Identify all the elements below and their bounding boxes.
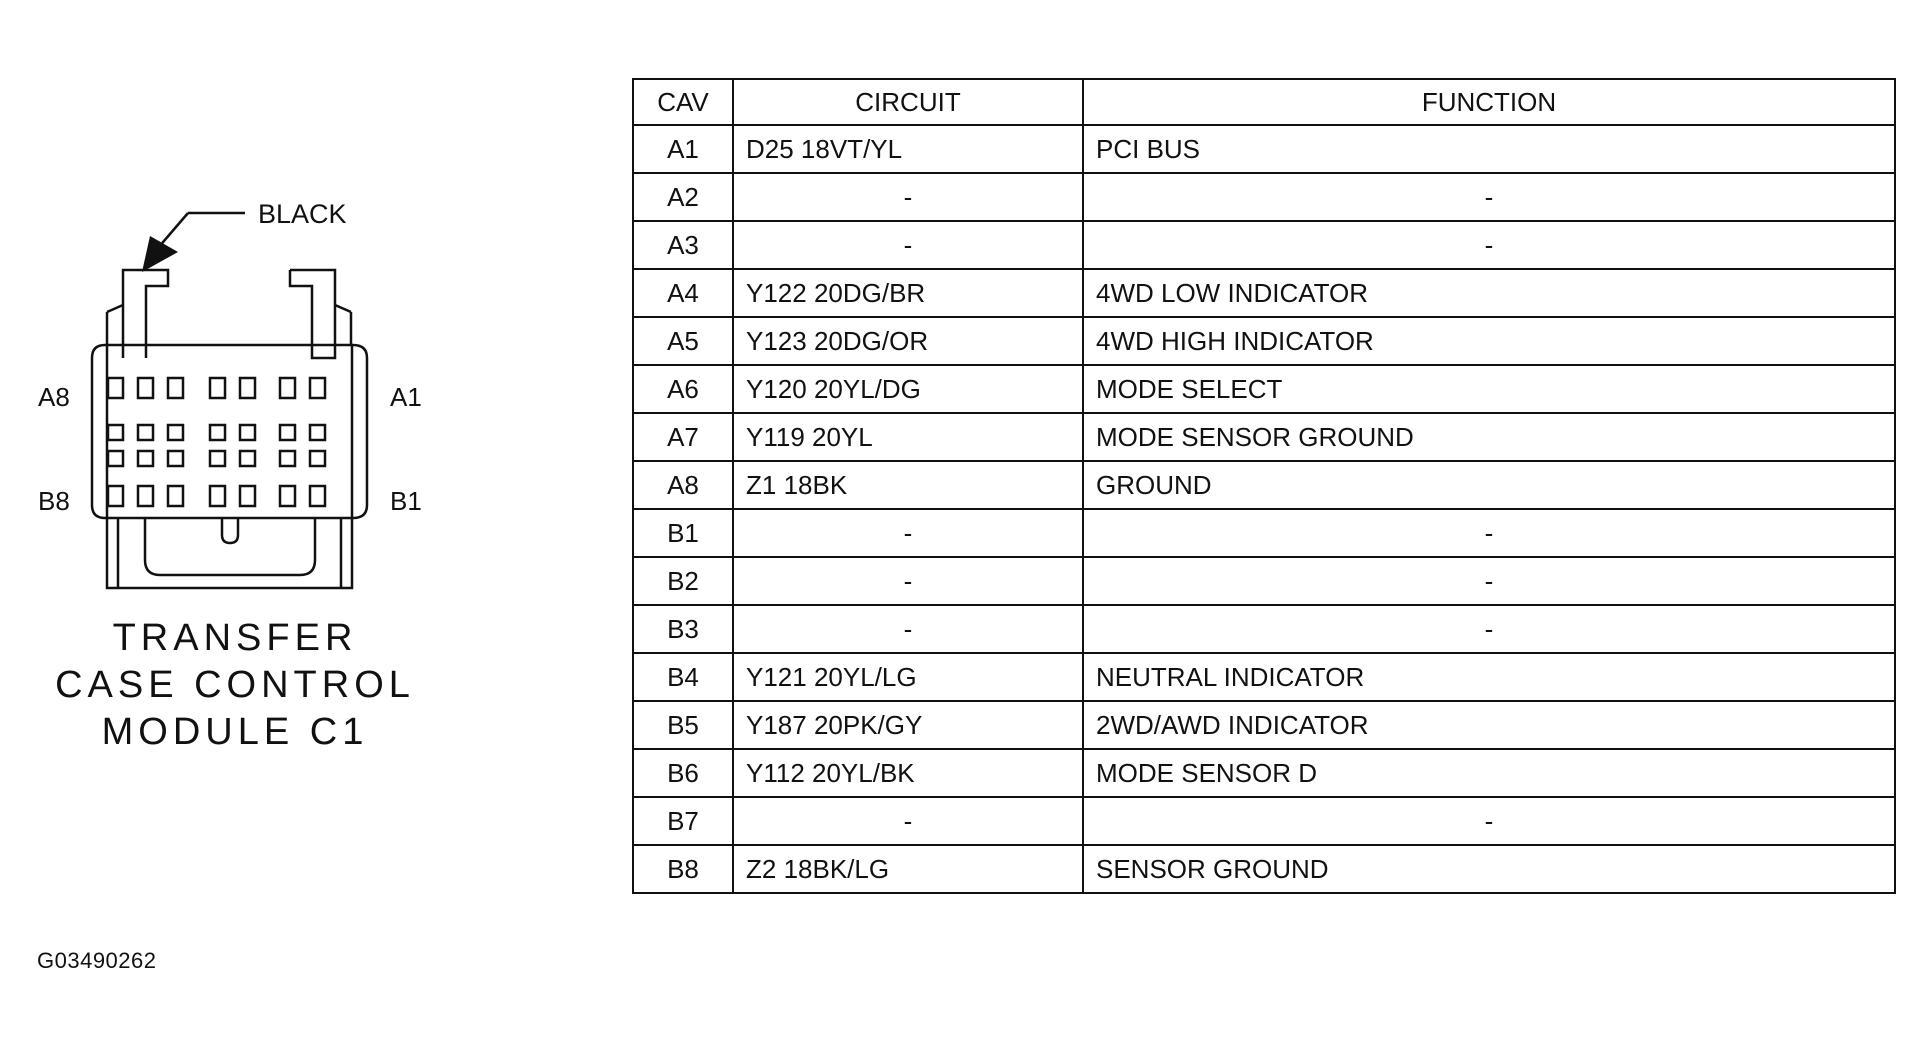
pin-cavity	[310, 486, 325, 506]
cell-circuit: -	[733, 173, 1083, 221]
cell-circuit: -	[733, 557, 1083, 605]
cell-function: -	[1083, 509, 1895, 557]
cell-cav: B8	[633, 845, 733, 893]
pin-cavity	[310, 378, 325, 398]
cell-function: -	[1083, 605, 1895, 653]
table-row	[633, 317, 1895, 365]
cell-function: -	[1083, 797, 1895, 845]
cell-circuit: Y187 20PK/GY	[733, 701, 1083, 749]
header-cav: CAV	[633, 79, 733, 125]
cell-circuit: -	[733, 509, 1083, 557]
table-row	[633, 701, 1895, 749]
cell-function: -	[1083, 557, 1895, 605]
pin-cavity	[310, 451, 325, 466]
connector-skirt	[107, 518, 352, 588]
pin-label-a1: A1	[390, 382, 422, 412]
cell-circuit: Z2 18BK/LG	[733, 845, 1083, 893]
cell-function: PCI BUS	[1083, 125, 1895, 173]
cell-function: SENSOR GROUND	[1083, 845, 1895, 893]
cell-circuit: Y120 20YL/DG	[733, 365, 1083, 413]
cell-function: GROUND	[1083, 461, 1895, 509]
pin-cavity	[138, 425, 153, 440]
connector-diagram	[0, 0, 520, 960]
pin-cavity	[108, 425, 123, 440]
cell-function: MODE SELECT	[1083, 365, 1895, 413]
pin-label-b1: B1	[390, 486, 422, 516]
table-row	[633, 461, 1895, 509]
cell-circuit: -	[733, 221, 1083, 269]
pin-cavity	[108, 451, 123, 466]
cell-cav: A2	[633, 173, 733, 221]
table-row	[633, 221, 1895, 269]
cell-function: -	[1083, 173, 1895, 221]
pin-cavity	[280, 451, 295, 466]
pin-cavity	[210, 425, 225, 440]
cell-cav: A3	[633, 221, 733, 269]
table-row	[633, 653, 1895, 701]
pin-cavity	[108, 486, 123, 506]
cell-circuit: Y121 20YL/LG	[733, 653, 1083, 701]
table-row	[633, 125, 1895, 173]
cell-cav: A8	[633, 461, 733, 509]
pin-label-a8: A8	[38, 382, 70, 412]
table-header-row	[633, 79, 1895, 125]
cell-cav: A1	[633, 125, 733, 173]
cell-circuit: Z1 18BK	[733, 461, 1083, 509]
cell-circuit: Y112 20YL/BK	[733, 749, 1083, 797]
pin-cavity	[280, 486, 295, 506]
table-row	[633, 269, 1895, 317]
pin-cavity	[310, 425, 325, 440]
module-caption	[40, 615, 430, 756]
pin-cavity	[168, 451, 183, 466]
pin-cavity	[168, 378, 183, 398]
cell-cav: B5	[633, 701, 733, 749]
cell-function: 4WD LOW INDICATOR	[1083, 269, 1895, 317]
cell-cav: A6	[633, 365, 733, 413]
cell-circuit: -	[733, 797, 1083, 845]
wire-color-label: BLACK	[258, 199, 347, 229]
pin-cavity	[240, 486, 255, 506]
figure-id: G03490262	[37, 948, 157, 973]
table-row	[633, 365, 1895, 413]
table-row	[633, 605, 1895, 653]
pinout-table-body	[633, 125, 1895, 893]
black-wire-leader	[142, 213, 245, 272]
pin-cavity	[280, 378, 295, 398]
cell-function: 4WD HIGH INDICATOR	[1083, 317, 1895, 365]
pin-cavity	[210, 451, 225, 466]
arrowhead-icon	[142, 236, 178, 272]
cell-cav: A7	[633, 413, 733, 461]
pin-label-b8: B8	[38, 486, 70, 516]
cell-cav: B1	[633, 509, 733, 557]
table-row	[633, 749, 1895, 797]
cell-function: -	[1083, 221, 1895, 269]
cell-cav: A4	[633, 269, 733, 317]
table-row	[633, 509, 1895, 557]
pin-cavity	[240, 425, 255, 440]
cell-cav: B2	[633, 557, 733, 605]
header-function: FUNCTION	[1083, 79, 1895, 125]
cell-function: 2WD/AWD INDICATOR	[1083, 701, 1895, 749]
pin-cavity	[168, 486, 183, 506]
table-row	[633, 413, 1895, 461]
pin-cavity	[210, 486, 225, 506]
cell-circuit: D25 18VT/YL	[733, 125, 1083, 173]
cell-cav: B4	[633, 653, 733, 701]
cell-cav: A5	[633, 317, 733, 365]
cell-function: NEUTRAL INDICATOR	[1083, 653, 1895, 701]
pin-cavity	[240, 451, 255, 466]
cell-circuit: Y119 20YL	[733, 413, 1083, 461]
cell-circuit: Y122 20DG/BR	[733, 269, 1083, 317]
cell-cav: B3	[633, 605, 733, 653]
table-row	[633, 557, 1895, 605]
pin-cavity	[168, 425, 183, 440]
cell-circuit: -	[733, 605, 1083, 653]
cell-cav: B7	[633, 797, 733, 845]
pin-cavity	[138, 378, 153, 398]
pin-cavity-grid	[108, 378, 325, 506]
table-row	[633, 845, 1895, 893]
table-row	[633, 173, 1895, 221]
table-row	[633, 797, 1895, 845]
pin-cavity	[280, 425, 295, 440]
pin-cavity	[138, 451, 153, 466]
pin-cavity	[108, 378, 123, 398]
pin-cavity	[138, 486, 153, 506]
cell-cav: B6	[633, 749, 733, 797]
module-caption-line-1: TRANSFER	[112, 617, 358, 659]
pin-cavity	[240, 378, 255, 398]
header-circuit: CIRCUIT	[733, 79, 1083, 125]
cell-function: MODE SENSOR D	[1083, 749, 1895, 797]
pin-cavity	[210, 378, 225, 398]
pinout-table	[632, 78, 1896, 894]
module-caption-line-3: MODULE C1	[101, 711, 369, 753]
module-caption-line-2: CASE CONTROL	[55, 664, 415, 706]
cell-function: MODE SENSOR GROUND	[1083, 413, 1895, 461]
cell-circuit: Y123 20DG/OR	[733, 317, 1083, 365]
